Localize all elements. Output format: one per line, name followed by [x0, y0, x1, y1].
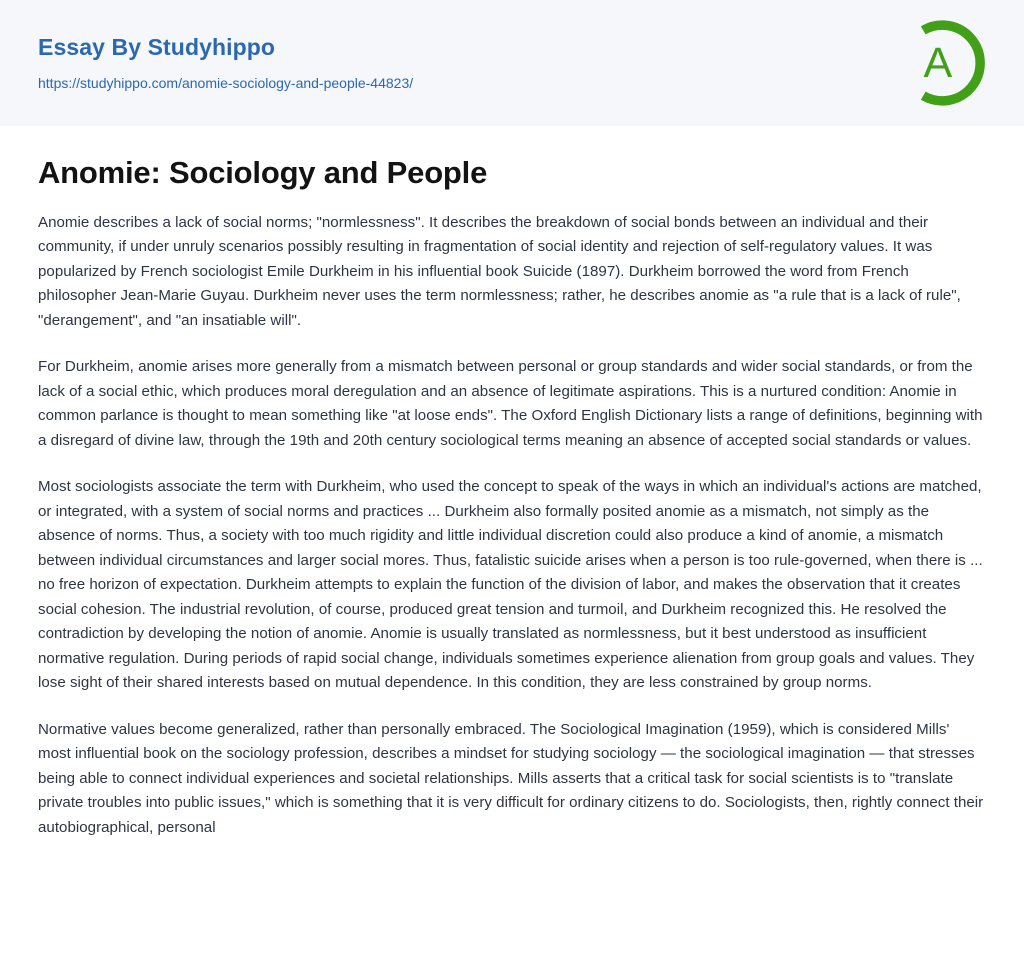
site-title: Essay By Studyhippo [38, 33, 276, 60]
article-paragraph: For Durkheim, anomie arises more generally from a mismatch between personal or group standards and wider social standards, or from the lack of a social ethic, which produces moral deregulation and an absence of legitimate aspirations. This is a nurtured condition: Anomie in common parlance is thought to mean something like "at loose ends". The Oxford English Dictionary lists a range of definitions, beginning with a disregard of divine law, through the 19th and 20th century sociological terms meaning an absence of accepted social standards or values. [38, 358, 983, 449]
svg-text:A: A [923, 38, 953, 87]
article-paragraph: Anomie describes a lack of social norms; "normlessness". It describes the breakdown of social bonds between an individual and their community, if under unruly scenarios possibly resulting in fragmentation of social identity and rejection of self-regulatory values. It was popularized by French sociologist Emile Durkheim in his influential book Suicide (1897). Durkheim borrowed the word from French philosopher Jean-Marie Guyau. Durkheim never uses the term normlessness; rather, he describes anomie as "a rule that is a lack of rule", "derangement", and "an insatiable will". [38, 213, 961, 329]
source-url-link[interactable]: https://studyhippo.com/anomie-sociology-and-people-44823/ [38, 75, 414, 92]
article-paragraph: Normative values become generalized, rather than personally embraced. The Sociological Imagination (1959), which is considered Mills' most influential book on the sociology profession, describes a mindset for studying sociology — the sociological imagination — that stresses being able to connect individual experiences and societal relationships. Mills asserts that a critical task for social scientists is to "translate private troubles into public issues," which is something that it is very difficult for ordinary citizens to do. Sociologists, then, rightly connect their autobiographical, personal [38, 720, 984, 836]
article-container [0, 154, 1024, 840]
studyhippo-logo-icon [900, 20, 986, 106]
article-body [38, 211, 986, 841]
article-paragraph: Most sociologists associate the term with Durkheim, who used the concept to speak of the ways in which an individual's actions are matched, or integrated, with a system of social norms and practices ... Durkheim also formally posited anomie as a mismatch, not simply as the absence of norms. Thus, a society with too much rigidity and little individual discretion could also produce a kind of anomie, a mismatch between individual circumstances and larger social mores. Thus, fatalistic suicide arises when a person is too rule-governed, when there is ... no free horizon of expectation. Durkheim attempts to explain the function of the division of labor, and makes the observation that it creates social cohesion. The industrial revolution, of course, produced great tension and turmoil, and Durkheim recognized this. He resolved the contradiction by developing the notion of anomie. Anomie is usually translated as normlessness, but it best understood as insufficient normative regulation. During periods of rapid social change, individuals sometimes experience alienation from group goals and values. They lose sight of their shared interests based on mutual dependence. In this condition, they are less constrained by group norms. [38, 478, 983, 692]
page-title: Anomie: Sociology and People [38, 155, 488, 190]
site-header [0, 0, 1024, 126]
